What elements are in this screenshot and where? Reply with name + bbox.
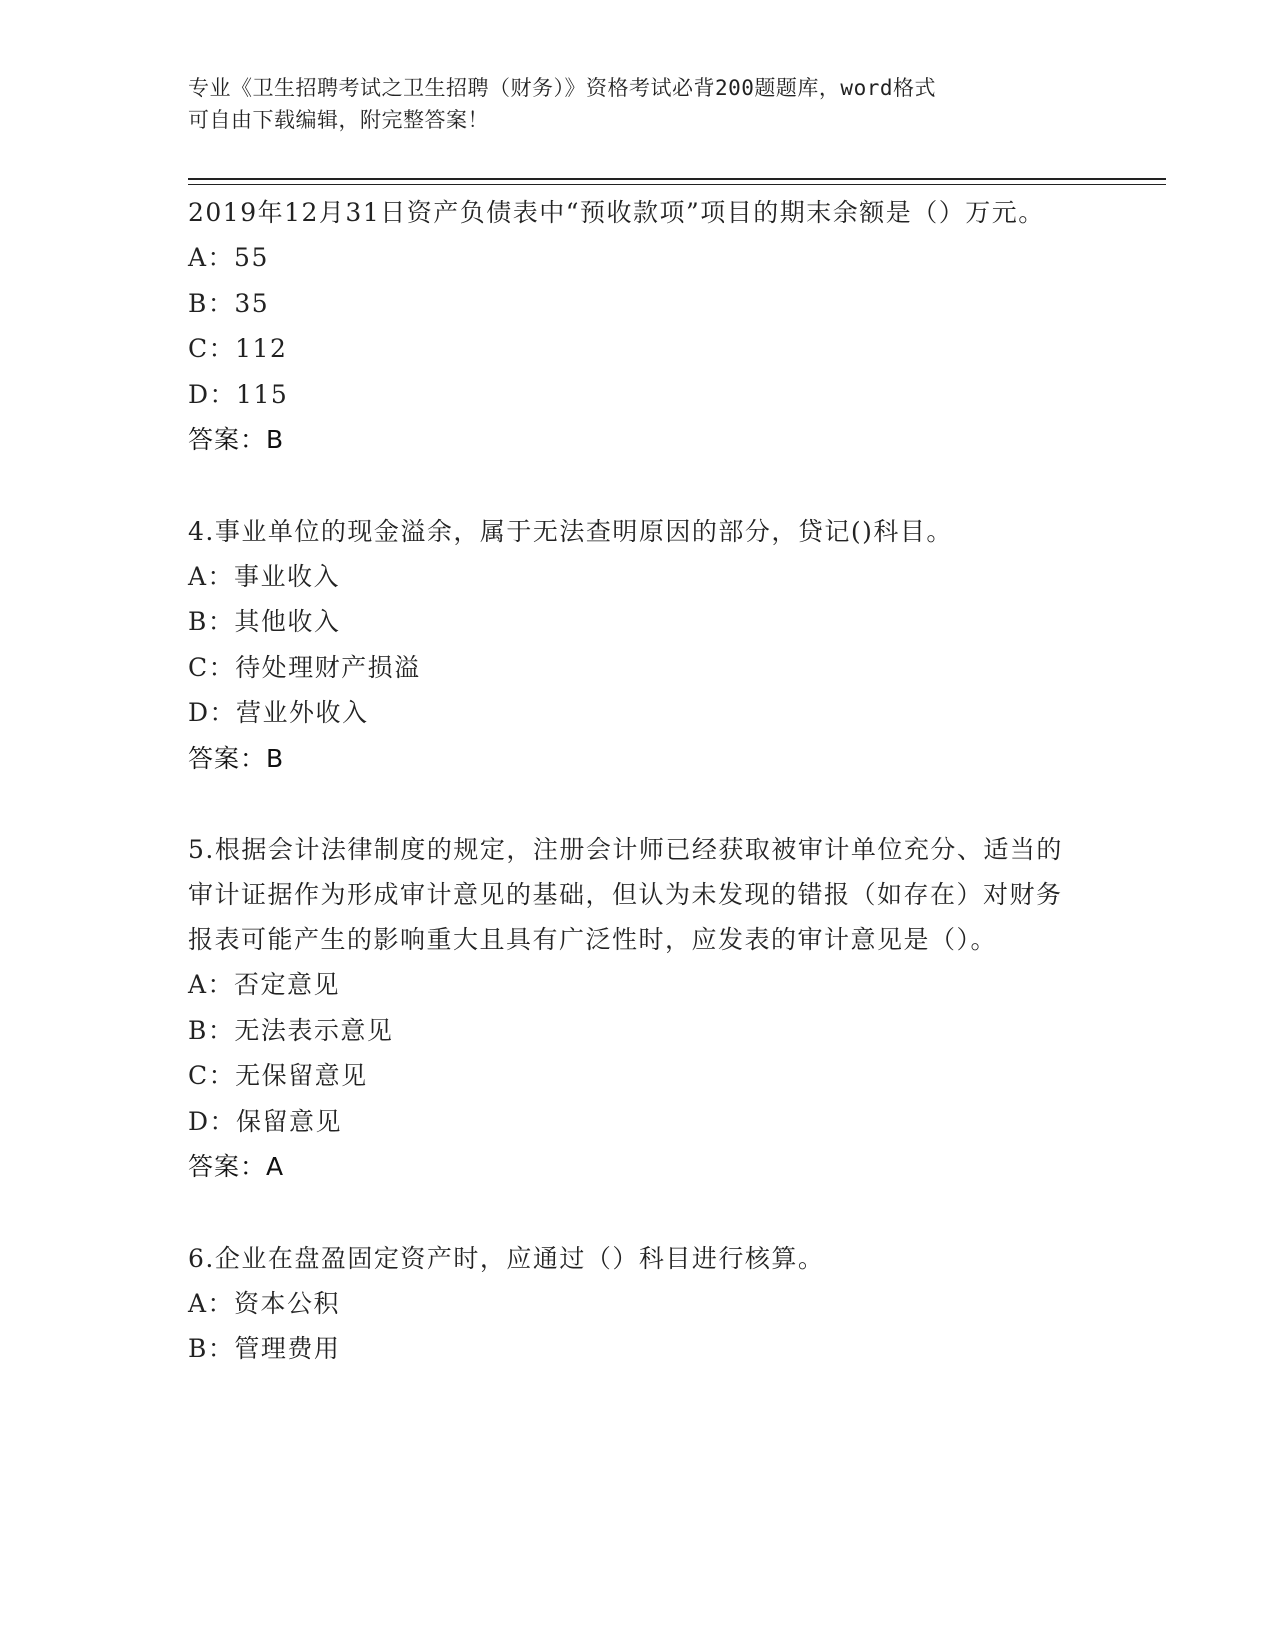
option-a: A：否定意见: [188, 970, 341, 999]
header-rule-thin: [188, 184, 1166, 185]
option-c: C：无保留意见: [188, 1061, 368, 1090]
option-b: B：管理费用: [188, 1334, 341, 1363]
question-spacer: [188, 1190, 1068, 1236]
question-block: [188, 827, 1068, 1190]
answer-line: 答案：A: [188, 1152, 285, 1181]
question-block: [188, 509, 1068, 782]
header-line-1: 专业《卫生招聘考试之卫生招聘（财务）》资格考试必背200题题库，word格式: [188, 76, 936, 100]
option-a: A：55: [188, 243, 269, 272]
question-block: [188, 1236, 1068, 1372]
option-a: A：资本公积: [188, 1288, 341, 1318]
option-b: B：35: [188, 288, 270, 318]
question-text: 4.事业单位的现金溢余，属于无法查明原因的部分，贷记()科目。: [188, 516, 953, 546]
question-text: 2019年12月31日资产负债表中“预收款项”项目的期末余额是（）万元。: [188, 198, 1045, 227]
option-b: B：其他收入: [188, 607, 341, 636]
option-d: D：115: [188, 379, 289, 409]
option-b: B：无法表示意见: [188, 1015, 394, 1045]
question-block: [188, 190, 1068, 463]
answer-line: 答案：B: [188, 743, 285, 773]
question-spacer: [188, 463, 1068, 509]
option-c: C：待处理财产损溢: [188, 652, 421, 682]
document-header: [188, 72, 1068, 136]
question-list: [188, 190, 1068, 1372]
answer-line: 答案：B: [188, 425, 285, 454]
option-a: A：事业收入: [188, 561, 341, 591]
option-d: D：营业外收入: [188, 698, 369, 727]
option-d: D：保留意见: [188, 1106, 343, 1136]
header-line-2: 可自由下载编辑，附完整答案！: [188, 108, 489, 132]
option-c: C：112: [188, 334, 288, 363]
header-rule-thick: [188, 178, 1166, 180]
question-text: 6.企业在盘盈固定资产时，应通过（）科目进行核算。: [188, 1243, 825, 1273]
question-spacer: [188, 781, 1068, 827]
question-text: 5.根据会计法律制度的规定，注册会计师已经获取被审计单位充分、适当的审计证据作为形成审计意见的基础，但认为未发现的错报（如存在）对财务报表可能产生的影响重大且具有广泛性时，应发表的审计意见是（）。: [188, 835, 1063, 954]
